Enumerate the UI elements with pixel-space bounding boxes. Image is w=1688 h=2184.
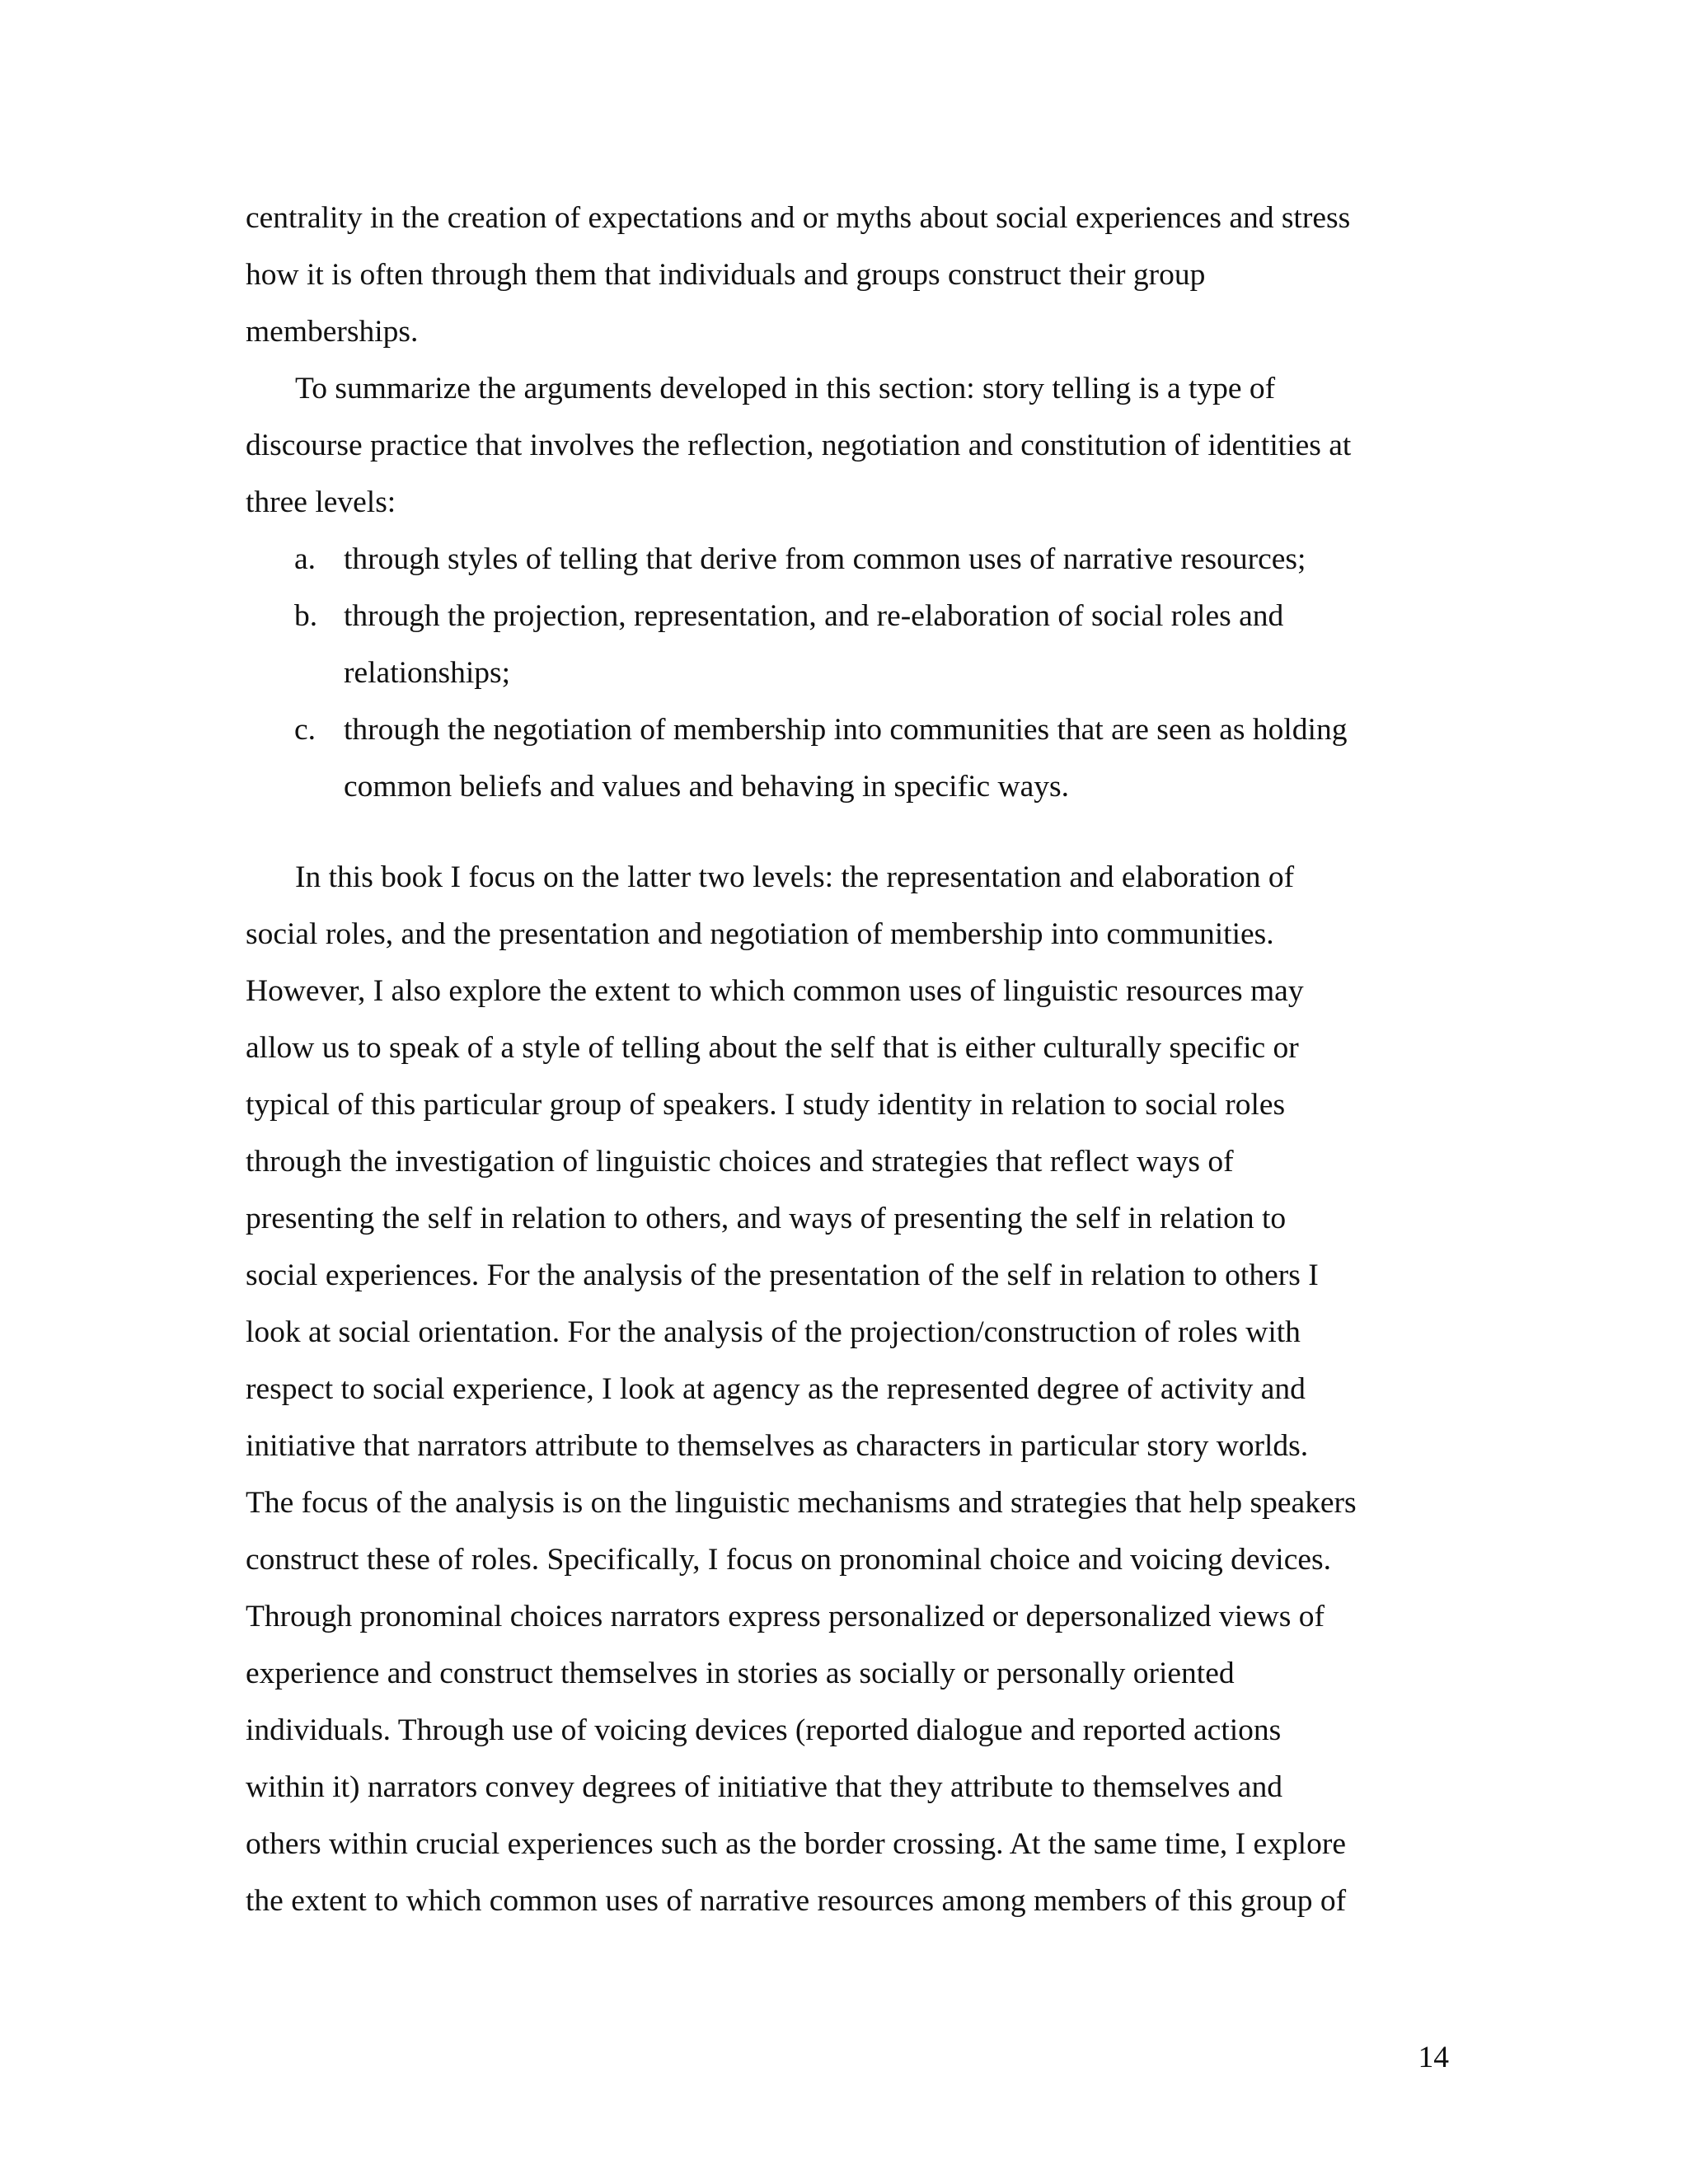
list-item-text: through styles of telling that derive from common uses of narrative resources; [344, 542, 1306, 576]
list-item [294, 588, 1448, 701]
text-line: initiative that narrators attribute to themselves as characters in particular story worlds. [246, 1429, 1309, 1463]
text-line: presenting the self in relation to others, and ways of presenting the self in relation to [246, 1202, 1287, 1235]
paragraph-summary [246, 360, 1449, 531]
text-line: In this book I focus on the latter two levels: the representation and elaboration of [295, 860, 1295, 894]
levels-list [294, 531, 1448, 815]
text-line: allow us to speak of a style of telling about the self that is either culturally specific or [246, 1031, 1299, 1065]
list-item-text: relationships; [344, 656, 511, 690]
text-line: Through pronominal choices narrators express personalized or depersonalized views of [246, 1600, 1325, 1633]
text-line: others within crucial experiences such as the border crossing. At the same time, I explore [246, 1827, 1346, 1861]
list-item-text: through the negotiation of membership into communities that are seen as holding [344, 713, 1348, 747]
list-item-text: through the projection, representation, and re-elaboration of social roles and [344, 599, 1284, 633]
text-line: social roles, and the presentation and negotiation of membership into communities. [246, 917, 1274, 951]
text-line: To summarize the arguments developed in this section: story telling is a type of [295, 372, 1276, 405]
text-line: within it) narrators convey degrees of initiative that they attribute to themselves and [246, 1770, 1282, 1804]
paragraph-body [246, 849, 1449, 1929]
text-line: individuals. Through use of voicing devices (reported dialogue and reported actions [246, 1713, 1282, 1747]
text-line: look at social orientation. For the analysis of the projection/construction of roles with [246, 1315, 1301, 1349]
text-line: memberships. [246, 315, 419, 349]
text-line: respect to social experience, I look at agency as the represented degree of activity and [246, 1372, 1306, 1406]
list-item [294, 701, 1448, 815]
text-line: construct these of roles. Specifically, I focus on pronominal choice and voicing devices. [246, 1543, 1331, 1577]
text-line: discourse practice that involves the reflection, negotiation and constitution of identities at [246, 429, 1352, 462]
list-item-text: common beliefs and values and behaving in specific ways. [344, 770, 1069, 804]
page-number: 14 [1418, 2041, 1449, 2074]
text-line: experience and construct themselves in stories as socially or personally oriented [246, 1657, 1235, 1690]
text-line: the extent to which common uses of narrative resources among members of this group of [246, 1884, 1347, 1918]
text-line: centrality in the creation of expectations and or myths about social experiences and stress [246, 201, 1351, 235]
text-line: However, I also explore the extent to which common uses of linguistic resources may [246, 974, 1304, 1008]
list-marker: b. [294, 599, 318, 633]
list-marker: c. [294, 713, 316, 747]
paragraph-continuation [246, 190, 1449, 360]
text-line: through the investigation of linguistic choices and strategies that reflect ways of [246, 1145, 1234, 1179]
text-line: how it is often through them that individuals and groups construct their group [246, 258, 1206, 292]
text-line: three levels: [246, 485, 396, 519]
text-line: social experiences. For the analysis of the presentation of the self in relation to others I [246, 1258, 1319, 1292]
text-line: The focus of the analysis is on the linguistic mechanisms and strategies that help speakers [246, 1486, 1357, 1520]
list-marker: a. [294, 542, 316, 576]
text-line: typical of this particular group of speakers. I study identity in relation to social roles [246, 1088, 1286, 1122]
list-item [294, 531, 1448, 588]
